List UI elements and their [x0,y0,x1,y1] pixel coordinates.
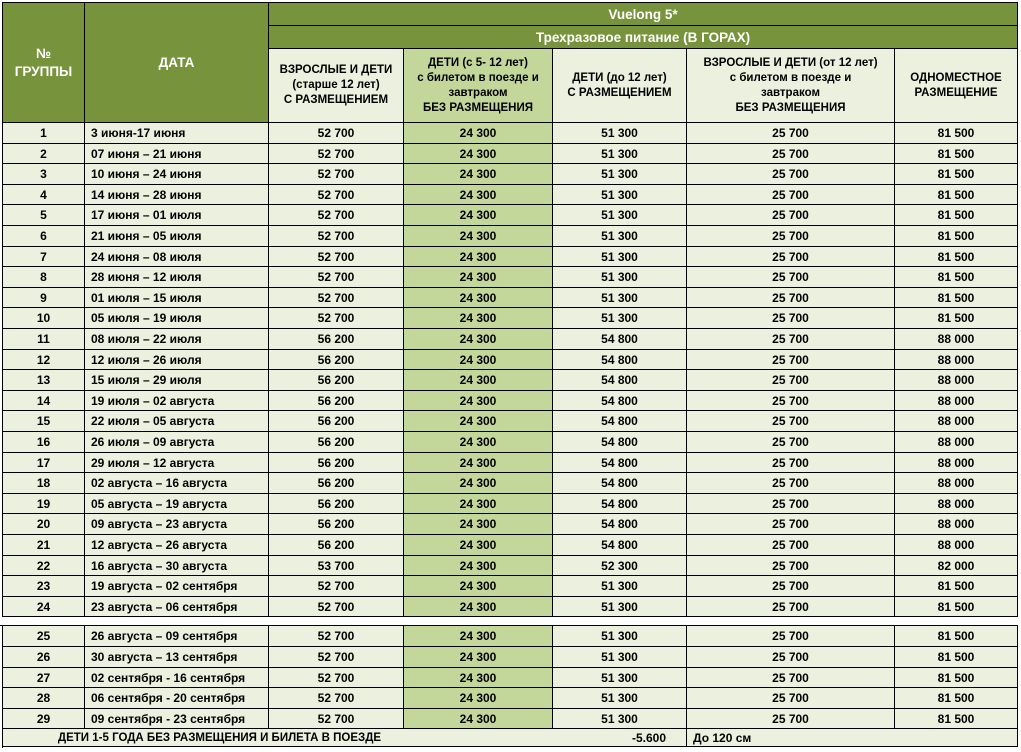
table-cell-price-adult-no-accommodation: 25 700 [687,576,895,597]
table-cell-price-adult: 53 700 [269,556,404,576]
table-cell-price-child-5-12: 24 300 [404,494,553,514]
table-cell-price-child-5-12: 24 300 [404,473,553,494]
table-cell-price-child-5-12: 24 300 [404,164,553,185]
table-cell-price-child-5-12: 24 300 [404,626,553,647]
table-cell-price-adult: 56 200 [269,535,404,556]
table-cell-price-child-5-12: 24 300 [404,556,553,576]
table-cell-price-child-5-12: 24 300 [404,370,553,391]
table-cell-price-child-under-12: 51 300 [553,647,687,668]
table-cell-price-adult-no-accommodation: 25 700 [687,185,895,205]
table-cell-date-range: 21 июня – 05 июля [85,226,269,247]
table-cell-price-child-under-12: 51 300 [553,144,687,164]
table-cell-price-child-under-12: 51 300 [553,668,687,688]
header-line: с билетом в поезде и [729,71,852,84]
table-cell-price-child-5-12: 24 300 [404,123,553,144]
table-cell-price-child-under-12: 51 300 [553,185,687,205]
table-cell-date-range: 10 июня – 24 июня [85,164,269,185]
table-cell-date-range: 29 июля – 12 августа [85,453,269,473]
table-cell-price-adult: 52 700 [269,626,404,647]
table-cell-price-adult: 52 700 [269,267,404,288]
table-cell-group-number: 27 [3,668,85,688]
table-cell-price-single: 88 000 [895,391,1018,411]
table-cell-price-child-5-12: 24 300 [404,226,553,247]
table-cell-price-child-5-12: 24 300 [404,288,553,308]
table-cell-price-single: 88 000 [895,473,1018,494]
table-cell-price-single: 81 500 [895,144,1018,164]
table-cell-price-child-under-12: 51 300 [553,626,687,647]
table-cell-price-child-under-12: 51 300 [553,164,687,185]
table-cell-price-single: 81 500 [895,123,1018,144]
table-cell-price-child-under-12: 54 800 [553,329,687,350]
group-number-header: № ГРУППЫ [3,3,85,123]
table-cell-price-child-5-12: 24 300 [404,308,553,329]
table-cell-price-single: 88 000 [895,329,1018,350]
table-cell-price-adult-no-accommodation: 25 700 [687,370,895,391]
table-cell-date-range: 02 августа – 16 августа [85,473,269,494]
table-cell-date-range: 02 сентября - 16 сентября [85,668,269,688]
table-cell-price-child-5-12: 24 300 [404,709,553,729]
table-cell-price-child-under-12: 54 800 [553,535,687,556]
header-line: ДЕТИ (до 12 лет) [572,71,667,84]
table-cell-date-range: 09 сентября - 23 сентября [85,709,269,729]
table-cell-price-adult-no-accommodation: 25 700 [687,709,895,729]
table-cell-price-adult: 56 200 [269,473,404,494]
table-cell-price-child-under-12: 51 300 [553,308,687,329]
table-cell-price-child-5-12: 24 300 [404,411,553,432]
table-cell-date-range: 22 июля – 05 августа [85,411,269,432]
table-cell-price-adult-no-accommodation: 25 700 [687,391,895,411]
table-cell-price-adult: 52 700 [269,144,404,164]
table-cell-price-single: 81 500 [895,709,1018,729]
table-cell-price-child-under-12: 54 800 [553,473,687,494]
table-cell-price-adult-no-accommodation: 25 700 [687,597,895,617]
header-line: РАЗМЕЩЕНИЕ [914,86,998,99]
table-cell-price-single: 88 000 [895,494,1018,514]
table-cell-price-single: 81 500 [895,164,1018,185]
table-cell-price-single: 81 500 [895,226,1018,247]
table-cell-price-child-under-12: 54 800 [553,350,687,370]
header-line: завтраком [448,86,508,99]
table-cell-date-range: 01 июля – 15 июля [85,288,269,308]
table-cell-date-range: 12 июля – 26 июля [85,350,269,370]
table-cell-group-number: 13 [3,370,85,391]
table-cell-price-adult-no-accommodation: 25 700 [687,514,895,535]
table-cell-date-range: 09 августа – 23 августа [85,514,269,535]
table-cell-price-single: 81 500 [895,267,1018,288]
table-cell-price-adult: 52 700 [269,205,404,226]
table-cell-price-adult: 56 200 [269,494,404,514]
table-cell-price-child-under-12: 54 800 [553,391,687,411]
table-cell-price-single: 82 000 [895,556,1018,576]
table-cell-date-range: 30 августа – 13 сентября [85,647,269,668]
table-cell-price-adult: 56 200 [269,370,404,391]
table-cell-price-single: 88 000 [895,514,1018,535]
table-cell-price-child-under-12: 54 800 [553,514,687,535]
table-cell-date-range: 23 августа – 06 сентября [85,597,269,617]
table-cell-price-adult-no-accommodation: 25 700 [687,226,895,247]
table-cell-price-child-5-12: 24 300 [404,668,553,688]
children-under-12-with-accommodation-header [553,49,687,123]
table-cell-price-adult-no-accommodation: 25 700 [687,123,895,144]
table-cell-price-single: 81 500 [895,668,1018,688]
table-cell-price-child-under-12: 54 800 [553,411,687,432]
table-cell-price-adult: 56 200 [269,350,404,370]
table-cell-date-range: 16 августа – 30 августа [85,556,269,576]
table-cell-price-child-under-12: 51 300 [553,709,687,729]
table-cell-price-adult: 52 700 [269,164,404,185]
table-cell-price-adult-no-accommodation: 25 700 [687,247,895,267]
table-cell-price-adult-no-accommodation: 25 700 [687,494,895,514]
table-cell-date-range: 19 августа – 02 сентября [85,576,269,597]
table-cell-price-child-under-12: 51 300 [553,205,687,226]
table-cell-date-range: 28 июня – 12 июля [85,267,269,288]
table-cell-price-adult-no-accommodation: 25 700 [687,411,895,432]
table-cell-group-number: 7 [3,247,85,267]
table-cell-price-adult-no-accommodation: 25 700 [687,164,895,185]
table-cell-date-range: 07 июня – 21 июня [85,144,269,164]
table-cell-price-child-under-12: 51 300 [553,226,687,247]
table-cell-price-adult: 52 700 [269,123,404,144]
table-cell-price-single: 88 000 [895,432,1018,453]
adults-12plus-no-accommodation-header [687,49,895,123]
table-cell-price-child-5-12: 24 300 [404,453,553,473]
table-cell-price-adult-no-accommodation: 25 700 [687,453,895,473]
table-cell-price-adult: 52 700 [269,308,404,329]
table-cell-date-range: 19 июля – 02 августа [85,391,269,411]
table-cell-price-adult-no-accommodation: 25 700 [687,668,895,688]
header-line: ОДНОМЕСТНОЕ [910,71,1002,84]
table-cell-price-child-under-12: 54 800 [553,370,687,391]
table-cell-price-adult: 56 200 [269,329,404,350]
table-cell-price-adult-no-accommodation: 25 700 [687,288,895,308]
table-cell-price-child-under-12: 51 300 [553,597,687,617]
table-cell-group-number: 28 [3,688,85,709]
footer-discount: -5.600 [437,729,687,747]
table-cell-group-number: 10 [3,308,85,329]
table-cell-price-single: 81 500 [895,597,1018,617]
table-cell-price-child-under-12: 52 300 [553,556,687,576]
table-cell-group-number: 3 [3,164,85,185]
footer-height-limit: До 120 см [687,729,1018,747]
table-cell-price-adult: 52 700 [269,688,404,709]
table-cell-price-adult-no-accommodation: 25 700 [687,626,895,647]
table-cell-price-child-5-12: 24 300 [404,688,553,709]
table-cell-price-child-5-12: 24 300 [404,576,553,597]
table-cell-group-number: 9 [3,288,85,308]
header-line: с билетом в поезде и [417,71,539,84]
table-cell-group-number: 19 [3,494,85,514]
table-cell-price-adult-no-accommodation: 25 700 [687,350,895,370]
table-cell-price-child-under-12: 51 300 [553,688,687,709]
table-cell-group-number: 21 [3,535,85,556]
table-cell-group-number: 2 [3,144,85,164]
table-cell-price-child-under-12: 54 800 [553,494,687,514]
table-cell-date-range: 08 июля – 22 июля [85,329,269,350]
table-cell-group-number: 29 [3,709,85,729]
table-cell-price-child-under-12: 51 300 [553,247,687,267]
table-cell-price-adult: 56 200 [269,514,404,535]
table-cell-date-range: 17 июня – 01 июля [85,205,269,226]
table-cell-price-child-5-12: 24 300 [404,247,553,267]
table-cell-price-adult: 56 200 [269,432,404,453]
table-cell-price-adult-no-accommodation: 25 700 [687,144,895,164]
table-cell-price-single: 81 500 [895,626,1018,647]
table-cell-price-adult: 52 700 [269,576,404,597]
table-cell-price-child-under-12: 51 300 [553,288,687,308]
table-cell-group-number: 24 [3,597,85,617]
table-cell-date-range: 05 июля – 19 июля [85,308,269,329]
table-cell-date-range: 24 июня – 08 июля [85,247,269,267]
table-cell-price-adult: 52 700 [269,709,404,729]
table-cell-price-adult: 52 700 [269,597,404,617]
table-cell-price-adult-no-accommodation: 25 700 [687,473,895,494]
hotel-title: Vuelong 5* [269,3,1018,26]
table-cell-price-single: 88 000 [895,370,1018,391]
header-line: ВЗРОСЛЫЕ И ДЕТИ (от 12 лет) [703,56,878,69]
table-cell-date-range: 26 августа – 09 сентября [85,626,269,647]
table-cell-price-adult-no-accommodation: 25 700 [687,205,895,226]
table-cell-price-single: 88 000 [895,350,1018,370]
children-5-12-no-accommodation-header [404,49,553,123]
table-cell-date-range: 06 сентября - 20 сентября [85,688,269,709]
table-cell-group-number: 14 [3,391,85,411]
table-cell-group-number: 12 [3,350,85,370]
header-line: С РАЗМЕЩЕНИЕМ [283,94,389,106]
table-cell-group-number: 16 [3,432,85,453]
header-line: С РАЗМЕЩЕНИЕМ [567,86,672,99]
table-cell-price-child-under-12: 51 300 [553,267,687,288]
header-line: завтраком [761,86,820,99]
table-cell-price-adult: 52 700 [269,247,404,267]
table-cell-price-child-5-12: 24 300 [404,205,553,226]
table-cell-price-single: 88 000 [895,535,1018,556]
table-cell-price-single: 81 500 [895,205,1018,226]
table-cell-price-adult-no-accommodation: 25 700 [687,535,895,556]
table-cell-price-child-5-12: 24 300 [404,514,553,535]
table-cell-price-child-5-12: 24 300 [404,267,553,288]
table-cell-group-number: 11 [3,329,85,350]
table-cell-price-adult-no-accommodation: 25 700 [687,267,895,288]
table-cell-price-adult: 52 700 [269,668,404,688]
table-cell-price-child-5-12: 24 300 [404,391,553,411]
table-cell-price-single: 81 500 [895,576,1018,597]
table-cell-price-adult: 56 200 [269,391,404,411]
table-cell-price-child-5-12: 24 300 [404,535,553,556]
header-line: ВЗРОСЛЫЕ И ДЕТИ [279,64,393,76]
table-cell-group-number: 25 [3,626,85,647]
table-cell-price-adult: 52 700 [269,647,404,668]
table-cell-price-adult-no-accommodation: 25 700 [687,308,895,329]
table-cell-group-number: 20 [3,514,85,535]
table-cell-price-adult: 56 200 [269,453,404,473]
table-cell-price-adult: 52 700 [269,226,404,247]
table-cell-group-number: 8 [3,267,85,288]
header-line: БЕЗ РАЗМЕЩЕНИЯ [423,101,533,114]
adults-with-accommodation-header [269,49,404,123]
table-cell-price-adult: 52 700 [269,288,404,308]
table-cell-price-single: 88 000 [895,411,1018,432]
table-cell-price-adult-no-accommodation: 25 700 [687,432,895,453]
header-line: (старше 12 лет) [292,79,380,91]
table-cell-price-child-5-12: 24 300 [404,350,553,370]
table-cell-group-number: 6 [3,226,85,247]
table-cell-group-number: 4 [3,185,85,205]
meal-plan-title: Трехразовое питание (В ГОРАХ) [269,26,1018,49]
table-cell-price-child-5-12: 24 300 [404,144,553,164]
table-cell-price-child-under-12: 54 800 [553,453,687,473]
date-header: ДАТА [85,3,269,123]
table-cell-price-single: 81 500 [895,647,1018,668]
table-cell-group-number: 17 [3,453,85,473]
table-cell-date-range: 14 июня – 28 июня [85,185,269,205]
table-cell-price-single: 81 500 [895,288,1018,308]
table-cell-date-range: 3 июня-17 июня [85,123,269,144]
table-cell-group-number: 23 [3,576,85,597]
table-cell-price-adult: 52 700 [269,185,404,205]
table-cell-date-range: 26 июля – 09 августа [85,432,269,453]
table-cell-price-single: 81 500 [895,308,1018,329]
table-cell-group-number: 22 [3,556,85,576]
table-cell-date-range: 12 августа – 26 августа [85,535,269,556]
header-line: ДЕТИ (с 5- 12 лет) [427,56,529,69]
table-separator [0,617,1018,626]
table-cell-date-range: 15 июля – 29 июля [85,370,269,391]
table-cell-price-single: 81 500 [895,688,1018,709]
table-cell-price-adult-no-accommodation: 25 700 [687,647,895,668]
table-cell-price-child-under-12: 54 800 [553,432,687,453]
table-cell-group-number: 1 [3,123,85,144]
table-cell-group-number: 15 [3,411,85,432]
table-cell-price-child-5-12: 24 300 [404,185,553,205]
table-cell-date-range: 05 августа – 19 августа [85,494,269,514]
table-cell-price-child-5-12: 24 300 [404,432,553,453]
footer-children-note: ДЕТИ 1-5 ГОДА БЕЗ РАЗМЕЩЕНИЯ И БИЛЕТА В ПОЕЗДЕ [3,729,687,747]
single-accommodation-header [895,49,1018,123]
table-cell-price-adult-no-accommodation: 25 700 [687,556,895,576]
table-cell-price-child-5-12: 24 300 [404,329,553,350]
table-cell-group-number: 18 [3,473,85,494]
table-cell-group-number: 26 [3,647,85,668]
table-cell-price-single: 81 500 [895,185,1018,205]
header-line: БЕЗ РАЗМЕЩЕНИЯ [735,101,846,114]
table-cell-price-single: 88 000 [895,453,1018,473]
table-cell-price-child-5-12: 24 300 [404,597,553,617]
table-cell-price-child-under-12: 51 300 [553,123,687,144]
table-cell-price-adult: 56 200 [269,411,404,432]
table-cell-price-child-under-12: 51 300 [553,576,687,597]
table-cell-price-child-5-12: 24 300 [404,647,553,668]
table-cell-price-adult-no-accommodation: 25 700 [687,329,895,350]
table-cell-group-number: 5 [3,205,85,226]
table-cell-price-single: 81 500 [895,247,1018,267]
table-cell-price-adult-no-accommodation: 25 700 [687,688,895,709]
